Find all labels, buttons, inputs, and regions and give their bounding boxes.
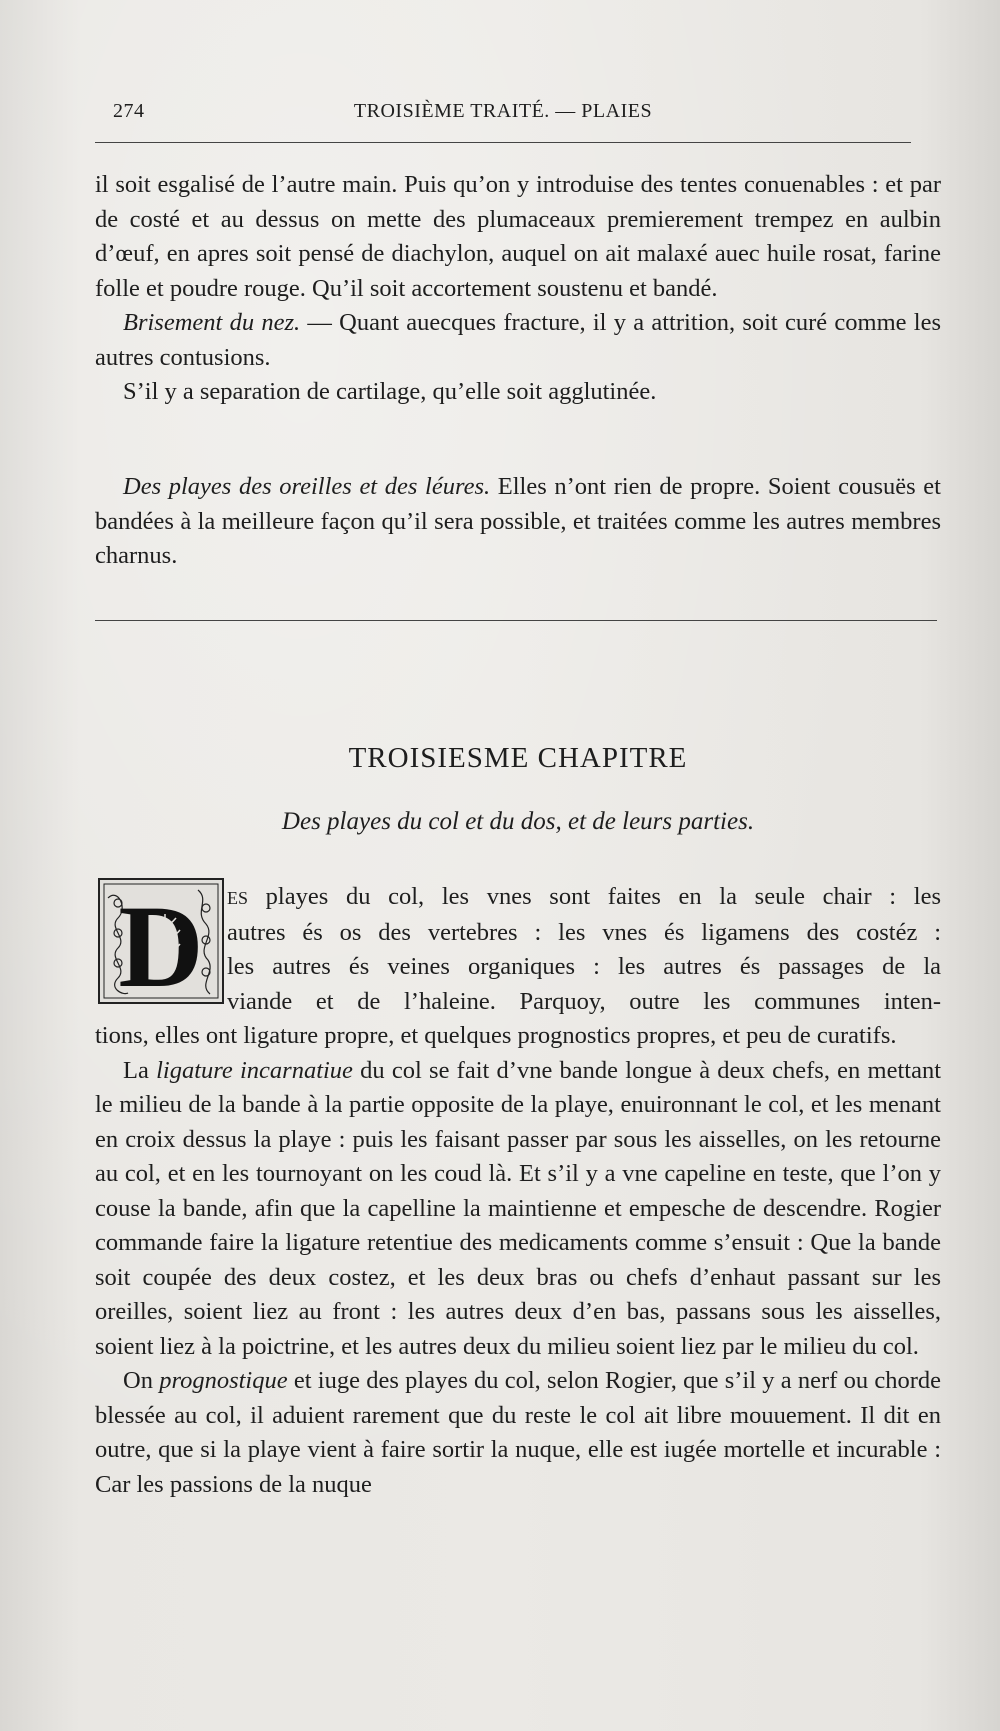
intro-rest: tions, elles ont ligature propre, et quelques prognostics propres, et peu de curatifs. [95, 1022, 897, 1049]
intro-paragraph [95, 880, 941, 1054]
paragraph-prognostic: On prognostique et iuge des playes du col, selon Rogier, que s’il y a nerf ou chorde blessée au col, il aduient rarement que du reste le col ait libre mouuement. Il dit en outre, que si la playe vient à faire sortir la nuque, elle est iugée mortelle et incurable : Car les passions de la nuque [95, 1367, 941, 1498]
chapter-title: TROISIESME CHAPITRE [348, 742, 688, 774]
svg-text:D: D [118, 881, 204, 1004]
intro-line-4: viande et de l’haleine. Parquoy, outre les communes inten- [227, 987, 941, 1015]
chapter-subtitle: Des playes du col et du dos, et de leurs parties. [281, 808, 755, 835]
paragraph-ligature: La ligature incarnatiue du col se fait d’vne bande longue à deux chefs, en mettant le milieu de la bande à la partie opposite de la playe, enuironnant le col, et les menant en croix dessus la playe : puis les faisant passer par sous les aisselles, on les retourne au col, et en les tournoyant on les coud là. Et s’il y a vne capeline en teste, que l’on y couse la bande, afin que la capelline la maintienne et empesche de descendre. Rogier commande faire la ligature retentiue des medicaments comme s’ensuit : Que la bande soit coupée des deux costez, et les deux bras ou chefs d’enhaut passant sur les oreilles, soient liez au front : les autres deux d’en bas, passans sous les aisselles, soient liez à la poictrine, et les autres deux du milieu soient liez par le milieu du col. [95, 1056, 942, 1360]
text-block-continuation [95, 168, 941, 410]
running-title: TROISIÈME TRAITÉ. — PLAIES [353, 100, 653, 122]
italic-heading: Des playes des oreilles et des léures. [123, 473, 491, 500]
header-rule [95, 142, 911, 143]
italic-heading: Brisement du nez. [123, 309, 301, 336]
intro-line-1: ES playes du col, les vnes sont faites en la seule chair : les [227, 883, 941, 910]
intro-line-3: les autres és veines organiques : les autres és passages de la [227, 953, 941, 980]
page-number: 274 [113, 100, 145, 122]
paragraph-text: — Quant auecques fracture, il y a attrition, soit curé comme les autres contusions. [95, 309, 941, 371]
chapter-body [95, 880, 941, 1502]
paragraph: il soit esgalisé de l’autre main. Puis qu’on y introduise des tentes conuenables : et par de costé et au dessus on mette des plumaceaux premierement trempez en aulbin d’œuf, en apres soit pensé de diachylon, auquel on ait malaxé auec huile rosat, farine folle et poudre rouge. Qu’il soit accortement soustenu et bandé. [95, 171, 941, 302]
italic-term: ligature incarnatiue [156, 1056, 353, 1084]
paragraph-brisement [95, 306, 941, 375]
section-rule [95, 620, 937, 621]
running-header [95, 100, 911, 130]
paragraph: S’il y a separation de cartilage, qu’elle soit agglutinée. [123, 378, 657, 405]
italic-term: prognostique [159, 1367, 288, 1394]
text-block-oreilles [95, 470, 941, 574]
paragraph-oreilles [95, 470, 941, 574]
intro-line-2: autres és os des vertebres : les vnes és ligamens des costéz : [227, 918, 941, 946]
paragraph-text: Elles n’ont rien de propre. Soient cousuës et bandées à la meilleure façon qu’il sera possible, et traitées comme les autres membres charnus. [95, 473, 941, 569]
